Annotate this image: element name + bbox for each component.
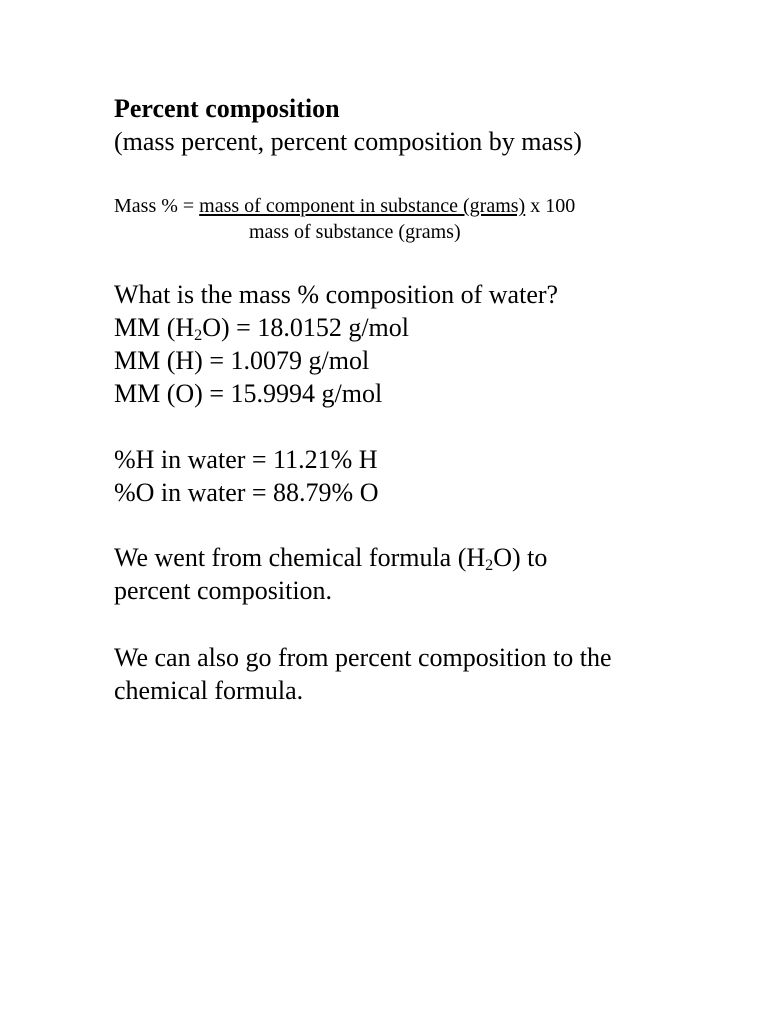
paragraph-2-line-2: chemical formula.: [114, 676, 304, 705]
formula-numerator: mass of component in substance (grams): [199, 195, 526, 217]
page-subtitle: (mass percent, percent composition by mass): [114, 127, 582, 156]
molar-mass-hydrogen: MM (H) = 1.0079 g/mol: [114, 346, 370, 375]
paragraph-1-suffix: O) to: [493, 543, 548, 572]
molar-mass-water-subscript: 2: [194, 326, 203, 344]
percent-hydrogen: %H in water = 11.21% H: [114, 445, 378, 474]
question-text: What is the mass % composition of water?: [114, 280, 559, 309]
page-title: Percent composition: [114, 94, 340, 123]
paragraph-1-line-2: percent composition.: [114, 576, 333, 605]
percent-oxygen: %O in water = 88.79% O: [114, 478, 379, 507]
formula-lhs: Mass % =: [114, 195, 200, 217]
paragraph-1-prefix: We went from chemical formula (H: [114, 543, 486, 572]
paragraph-2-line-1: We can also go from percent composition to the: [114, 643, 612, 672]
paragraph-1-line-1: [114, 543, 548, 574]
formula-denominator: mass of substance (grams): [249, 221, 461, 243]
molar-mass-water-suffix: O) = 18.0152 g/mol: [202, 313, 410, 342]
molar-mass-water: [114, 313, 410, 344]
mass-percent-formula: [114, 196, 575, 216]
molar-mass-oxygen: MM (O) = 15.9994 g/mol: [114, 379, 383, 408]
formula-multiplier: x 100: [525, 195, 576, 217]
molar-mass-water-prefix: MM (H: [114, 313, 195, 342]
paragraph-1-subscript: 2: [485, 556, 494, 574]
